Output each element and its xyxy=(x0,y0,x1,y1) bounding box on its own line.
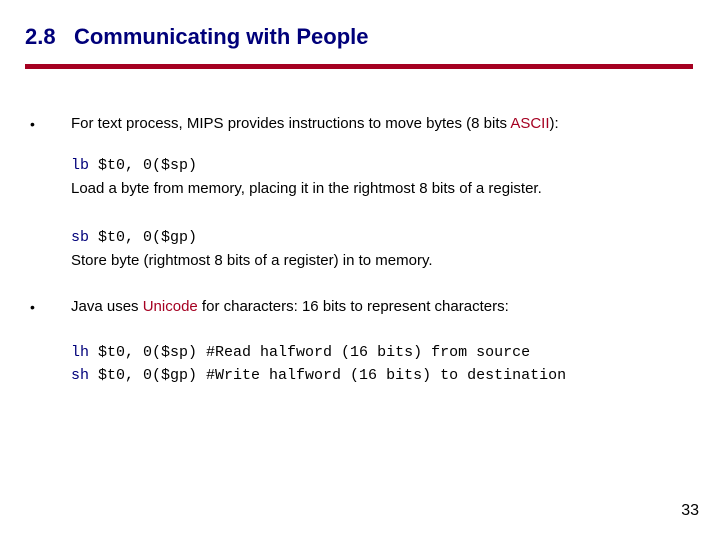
section-number: 2.8 xyxy=(25,24,56,49)
bullet-text-part: Java uses xyxy=(71,298,143,315)
code-operands: $t0, 0($sp) #Read halfword (16 bits) from source xyxy=(89,344,531,361)
code-mnemonic: lh xyxy=(71,344,90,361)
bullet-marker: • xyxy=(30,299,35,315)
code-mnemonic: lb xyxy=(71,157,90,174)
code-line-sh xyxy=(71,367,566,384)
code-line-sb xyxy=(71,229,197,246)
code-line-lb xyxy=(71,157,197,174)
code-mnemonic: sh xyxy=(71,367,90,384)
slide-title-text: Communicating with People xyxy=(73,24,369,49)
code-line-lh xyxy=(71,344,530,361)
bullet-text-part: For text process, MIPS provides instructions to move bytes (8 bits xyxy=(71,115,511,132)
description-sb: Store byte (rightmost 8 bits of a register) in to memory. xyxy=(71,252,433,269)
bullet-text-part: ): xyxy=(549,115,559,132)
page-number: 33 xyxy=(681,502,699,519)
code-mnemonic: sb xyxy=(71,229,90,246)
code-operands: $t0, 0($gp) xyxy=(89,229,198,246)
highlight-term: ASCII xyxy=(510,115,550,132)
title-divider xyxy=(25,64,693,69)
bullet-marker: • xyxy=(30,116,35,132)
bullet-text xyxy=(71,298,509,315)
slide-title xyxy=(25,24,369,50)
code-operands: $t0, 0($sp) xyxy=(89,157,198,174)
description-lb: Load a byte from memory, placing it in the rightmost 8 bits of a register. xyxy=(71,180,542,197)
bullet-text xyxy=(71,115,559,132)
highlight-term: Unicode xyxy=(142,298,198,315)
code-operands: $t0, 0($gp) #Write halfword (16 bits) to destination xyxy=(89,367,567,384)
bullet-text-part: for characters: 16 bits to represent characters: xyxy=(197,298,509,315)
